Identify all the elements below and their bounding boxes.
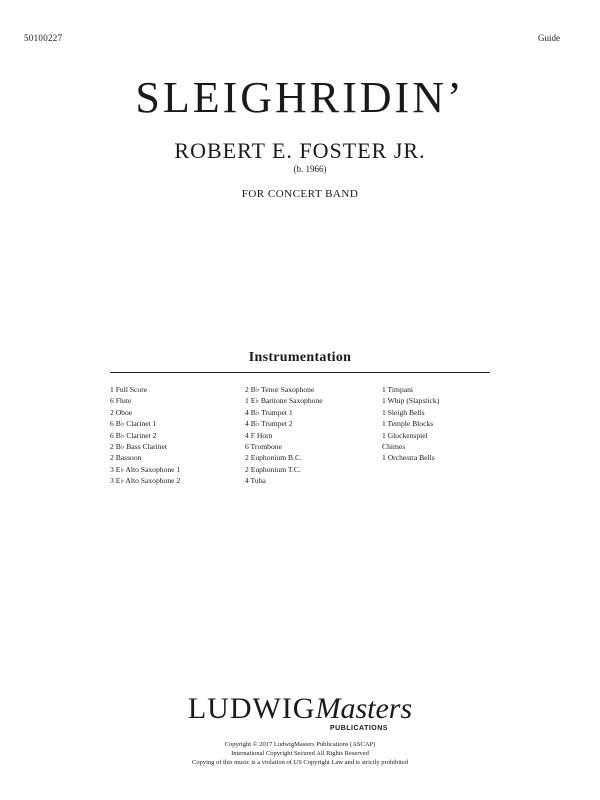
instrument-item: 2 Euphonium T.C.: [245, 464, 301, 474]
instrument-item: 6 Flute: [110, 396, 132, 406]
instrument-item: 4 F Horn: [245, 430, 273, 440]
ensemble-subtitle: FOR CONCERT BAND: [241, 188, 359, 200]
instrument-item: 4 Tuba: [245, 476, 266, 486]
instrument-item: 2 B♭ Tenor Saxophone: [245, 385, 315, 394]
logo-masters: Masters: [315, 692, 413, 725]
instrument-item: 6 B♭ Clarinet 2: [110, 430, 157, 440]
instrument-item: Chimes: [382, 442, 406, 452]
instrument-item: 1 Glockenspiel: [382, 430, 428, 440]
instrument-item: 2 Euphonium B.C.: [245, 453, 302, 463]
instrument-column-3: [382, 384, 439, 464]
composer-dates: (b. 1966): [293, 164, 327, 174]
instrumentation-heading: Instrumentation: [248, 350, 352, 365]
instrument-item: 1 Temple Blocks: [382, 419, 434, 429]
instrument-item: 1 Full Score: [110, 385, 148, 394]
instrument-item: 1 Timpani: [382, 385, 414, 394]
instrument-item: 3 E♭ Alto Saxophone 1: [110, 464, 181, 474]
instrument-item: 3 E♭ Alto Saxophone 2: [110, 476, 181, 486]
publisher-logo: [0, 692, 600, 732]
instrumentation-rule: [110, 372, 490, 373]
instrument-item: 1 Sleigh Bells: [382, 407, 425, 417]
instrument-item: 2 Bassoon: [110, 453, 142, 463]
logo-publications: PUBLICATIONS: [330, 725, 388, 732]
instrument-item: 1 Whip (Slapstick): [382, 396, 440, 406]
copyright-line: Copyright © 2017 LudwigMasters Publications (ASCAP): [224, 741, 376, 748]
instrument-item: 1 Orchestra Bells: [382, 453, 435, 463]
instrument-column-1: [110, 384, 180, 487]
instrument-item: 4 B♭ Trumpet 2: [245, 419, 293, 429]
piece-title: SLEIGHRIDIN’: [135, 73, 465, 122]
instrument-item: 6 Trombone: [245, 442, 282, 452]
catalog-number: 50100227: [24, 33, 63, 43]
part-label: Guide: [538, 33, 560, 43]
instrument-item: 1 E♭ Baritone Saxophone: [245, 396, 323, 406]
logo-ludwig: LUDWIG: [187, 692, 316, 725]
instrument-item: 2 B♭ Bass Clarinet: [110, 442, 167, 452]
instrument-item: 2 Oboe: [110, 407, 133, 417]
instrument-item: 4 B♭ Trumpet 1: [245, 407, 293, 417]
composer-name: ROBERT E. FOSTER JR.: [174, 138, 426, 163]
copyright-line: Copying of this music is a violation of US Copyright Law and is strictly prohibited: [192, 759, 408, 766]
instrument-column-2: [245, 384, 323, 487]
copyright-line: International Copyright Secured All Rights Reserved: [231, 750, 369, 757]
instrument-item: 6 B♭ Clarinet 1: [110, 419, 157, 429]
